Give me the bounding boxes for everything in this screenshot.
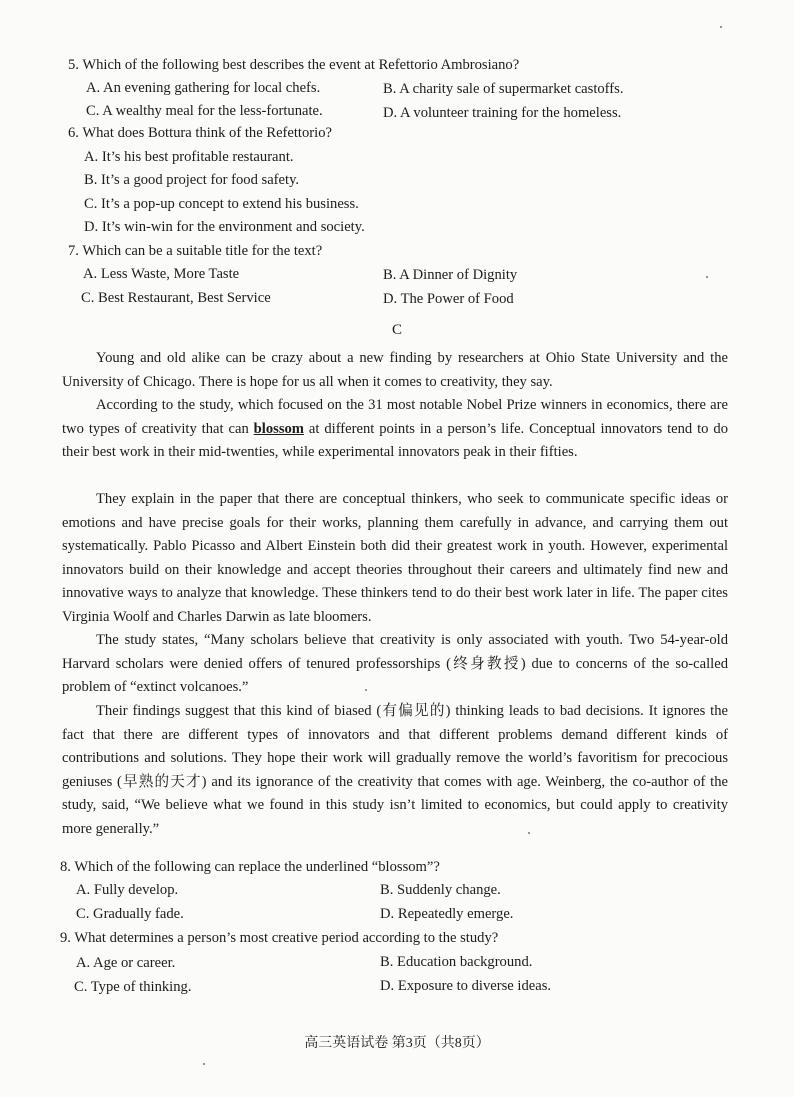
question-7-option-a: A. Less Waste, More Taste	[83, 266, 240, 282]
question-9-option-c: C. Type of thinking.	[74, 979, 192, 995]
question-6-option-d: D. It’s win-win for the environment and society.	[84, 219, 365, 235]
question-7-stem: 7. Which can be a suitable title for the text?	[68, 243, 323, 259]
paragraph-2-text-after: at different points in a person’s life. Conceptual innovators tend to do their best work in their mid-twenties, while experimental innovators peak in their fifties.	[62, 420, 728, 461]
question-9-option-d: D. Exposure to diverse ideas.	[380, 978, 552, 994]
scan-speck	[528, 832, 530, 834]
question-7-option-d: D. The Power of Food	[383, 291, 514, 307]
passage-paragraph-5: Their findings suggest that this kind of biased (有偏见的) thinking leads to bad decisions. It ignores the fact that there are different types of innovators and that different problems demand different kinds of contributions and solutions. They hope their work will gradually remove the world’s favoritism for precocious geniuses (早熟的天才) and its ignorance of the creativity that comes with age. Weinberg, the co-author of the study, said, “We believe what we found in this study isn’t limited to economics, but could apply to creativity more generally.”	[62, 703, 728, 837]
paragraph-2-text-before: According to the study, which focused on the 31 most notable Nobel Prize winners in economics, there are two types of creativity that can	[62, 397, 728, 437]
question-5-option-a: A. An evening gathering for local chefs.	[86, 80, 321, 96]
passage-paragraph-2	[62, 394, 728, 465]
question-7-option-b: B. A Dinner of Dignity	[383, 267, 518, 283]
underlined-word-blossom: blossom	[253, 420, 304, 437]
question-5-option-d: D. A volunteer training for the homeless.	[383, 105, 622, 121]
passage-paragraph-3: They explain in the paper that there are conceptual thinkers, who seek to communicate specific ideas or emotions and have precise goals for their works, planning them carefully in advance, and carrying them out systematically. Pablo Picasso and Albert Einstein both did their greatest work in youth. However, experimental innovators build on their knowledge and accept theories throughout their careers and ultimately find new and innovative ways to analyze that knowledge. These thinkers tend to do their best work later in life. The paper cites Virginia Woolf and Charles Darwin as late bloomers.	[62, 491, 728, 625]
question-8-option-b: B. Suddenly change.	[380, 882, 501, 898]
passage-paragraph-4: The study states, “Many scholars believe that creativity is only associated with youth. Two 54-year-old Harvard scholars were denied offers of tenured professorships (终身教授) due to concerns of the so-called problem of “extinct volcanoes.”	[62, 632, 728, 696]
question-7-option-c: C. Best Restaurant, Best Service	[81, 290, 271, 306]
question-8-stem: 8. Which of the following can replace the underlined “blossom”?	[60, 859, 440, 875]
page-footer: 高三英语试卷 第3页（共8页）	[304, 1036, 490, 1051]
question-5-stem: 5. Which of the following best describes the event at Refettorio Ambrosiano?	[68, 57, 520, 73]
scan-speck	[720, 26, 722, 28]
question-8-option-c: C. Gradually fade.	[76, 906, 184, 922]
question-6-stem: 6. What does Bottura think of the Refettorio?	[68, 125, 332, 141]
question-5-option-b: B. A charity sale of supermarket castoffs.	[383, 81, 624, 97]
question-6-option-b: B. It’s a good project for food safety.	[84, 172, 300, 188]
question-9-stem: 9. What determines a person’s most creative period according to the study?	[60, 930, 499, 946]
question-6-option-c: C. It’s a pop-up concept to extend his business.	[84, 196, 359, 212]
question-5-option-c: C. A wealthy meal for the less-fortunate.	[86, 103, 323, 119]
question-9-option-a: A. Age or career.	[76, 955, 176, 971]
scan-speck	[203, 1063, 205, 1065]
question-6-option-a: A. It’s his best profitable restaurant.	[84, 149, 294, 165]
passage-paragraph-1: Young and old alike can be crazy about a new finding by researchers at Ohio State University and the University of Chicago. There is hope for us all when it comes to creativity, they say.	[62, 350, 728, 390]
passage-label: C	[391, 322, 402, 338]
question-8-option-a: A. Fully develop.	[76, 882, 179, 898]
question-8-option-d: D. Repeatedly emerge.	[380, 906, 514, 922]
scan-speck	[365, 689, 367, 691]
scan-speck	[706, 276, 708, 278]
question-9-option-b: B. Education background.	[380, 954, 533, 970]
